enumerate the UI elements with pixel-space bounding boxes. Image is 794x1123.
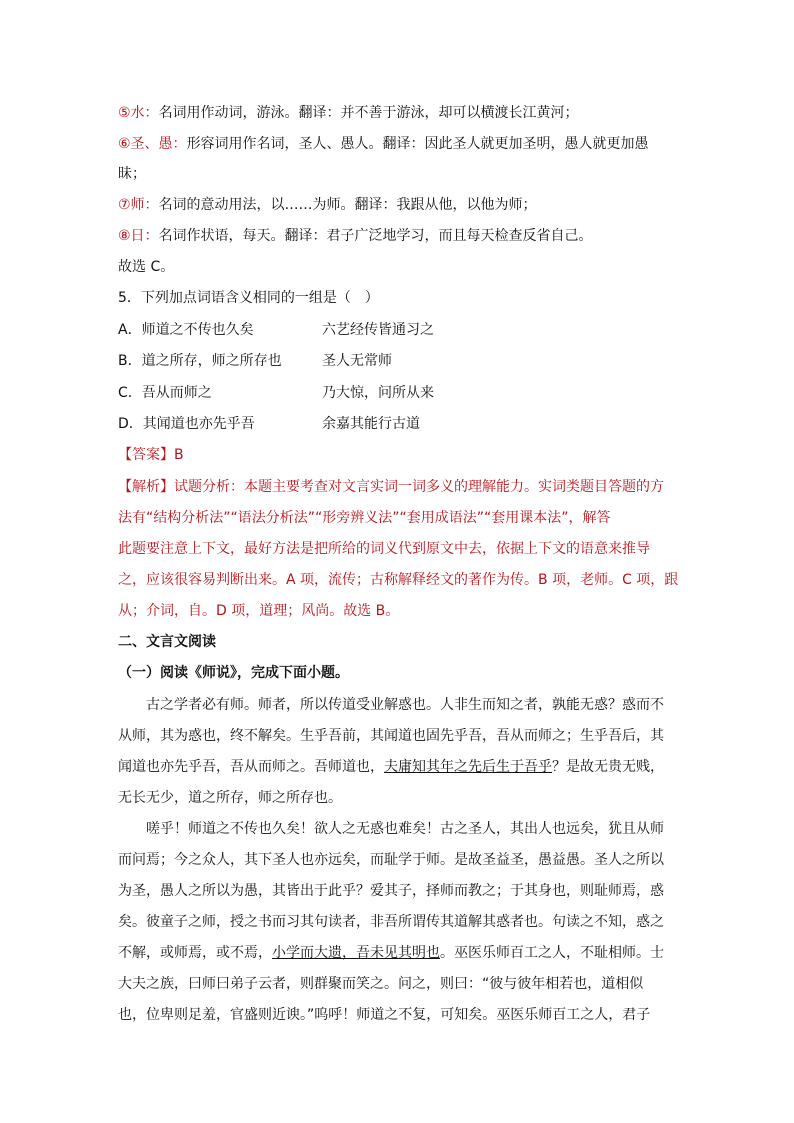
passage-p2-line-5: 不解，或师焉，或不焉，小学而大遗，吾未见其明也。巫医乐师百工之人，不耻相师。士	[118, 945, 664, 961]
analysis-line-1: 【解析】试题分析：本题主要考查对文言实词一词多义的理解能力。实词类题目答题的方	[118, 479, 664, 495]
passage-p2-line-3: 为圣，愚人之所以为愚，其皆出于此乎？爱其子，择师而教之；于其身也，则耻师焉，惑	[118, 883, 664, 899]
note-8: ⑧日：名词作状语，每天。翻译：君子广泛地学习，而且每天检查反省自己。	[118, 228, 593, 244]
underlined-sentence-2: 小学而大遗，吾未见其明也	[272, 945, 440, 961]
option-b-right: 圣人无常师	[322, 353, 392, 369]
option-d-right: 余嘉其能行古道	[322, 416, 420, 432]
note-6: ⑥圣、愚：形容词用作名词，圣人、愚人。翻译：因此圣人就更加圣明，愚人就更加愚	[118, 136, 649, 152]
section-2-subheading: （一）阅读《师说》，完成下面小题。	[118, 665, 349, 681]
option-a-right: 六艺经传皆通习之	[322, 322, 434, 338]
option-c-right: 乃大惊，问所从来	[322, 385, 434, 401]
option-a-left: A．师道之不传也久矣	[118, 322, 254, 338]
answer: 【答案】B	[118, 447, 184, 463]
conclusion: 故选 C。	[118, 259, 175, 275]
note-6-cont: 昧；	[118, 166, 146, 182]
analysis-line-5: 从；介词，自。D 项，道理；风尚。故选 B。	[118, 603, 400, 619]
option-d-left: D．其闻道也亦先乎吾	[118, 416, 255, 432]
option-c-left: C．吾从而师之	[118, 385, 212, 401]
note-7: ⑦师：名词的意动用法，以……为师。翻译：我跟从他，以他为师；	[118, 197, 537, 213]
analysis-line-4: 之，应该很容易判断出来。A 项，流传；古称解释经文的著作为传。B 项，老师。C 项，跟	[118, 572, 679, 588]
section-2-heading: 二、文言文阅读	[118, 634, 216, 650]
passage-p1-line-3: 闻道也亦先乎吾，吾从而师之。吾师道也，夫庸知其年之先后生于吾乎？是故无贵无贱，	[118, 759, 664, 775]
analysis-line-3: 此题要注意上下文，最好方法是把所给的词义代到原文中去，依据上下文的语意来推导	[118, 541, 650, 557]
passage-p1-line-4: 无长无少，道之所存，师之所存也。	[118, 790, 342, 806]
passage-p1-line-2: 从师，其为惑也，终不解矣。生乎吾前，其闻道也固先乎吾，吾从而师之；生乎吾后，其	[118, 728, 664, 744]
passage-p2-line-1: 嗟乎！师道之不传也久矣！欲人之无惑也难矣！古之圣人，其出人也远矣，犹且从师	[146, 821, 664, 837]
passage-p2-line-2: 而问焉；今之众人，其下圣人也亦远矣，而耻学于师。是故圣益圣，愚益愚。圣人之所以	[118, 852, 664, 868]
question-5-stem: 5．下列加点词语含义相同的一组是（ ）	[118, 290, 379, 306]
option-b-left: B．道之所存，师之所存也	[118, 353, 282, 369]
passage-p2-line-6: 大夫之族，曰师曰弟子云者，则群聚而笑之。问之，则曰：“彼与彼年相若也，道相似	[118, 976, 644, 992]
passage-p1-line-1: 古之学者必有师。师者，所以传道受业解惑也。人非生而知之者，孰能无惑？惑而不	[146, 697, 664, 713]
passage-p2-line-7: 也，位卑则足羞，官盛则近谀。”呜呼！师道之不复，可知矣。巫医乐师百工之人，君子	[118, 1007, 651, 1023]
analysis-line-2: 法有“结构分析法”“语法分析法”“形旁辨义法”“套用成语法”“套用课本法”，解答	[118, 510, 611, 526]
passage-p2-line-4: 矣。彼童子之师，授之书而习其句读者，非吾所谓传其道解其惑者也。句读之不知，惑之	[118, 914, 664, 930]
underlined-sentence-1: 夫庸知其年之先后生于吾乎	[384, 759, 552, 775]
note-5: ⑤水：名词用作动词，游泳。翻译：并不善于游泳，却可以横渡长江黄河；	[118, 105, 579, 121]
